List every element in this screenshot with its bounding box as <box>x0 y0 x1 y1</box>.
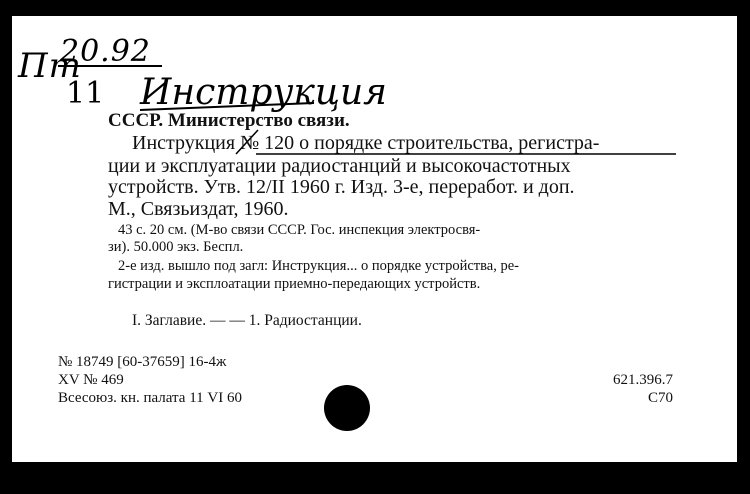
footer-left-2: XV № 469 <box>58 372 124 388</box>
author-mark: С70 <box>647 390 673 406</box>
handwritten-shelf-number: 20.92 <box>60 34 151 69</box>
title-line-2: ции и эксплуатации радиостанций и высокочастотных <box>108 155 571 177</box>
footer-left-1: № 18749 [60-37659] 16-4ж <box>58 354 227 370</box>
classification-number: 621.396.7 <box>613 372 673 388</box>
card-heading: СССР. Министерство связи. <box>108 110 350 131</box>
note-line-2: гистрации и эксплоатации приемно-передающих устройств. <box>108 276 481 292</box>
handwritten-prefix: Пт <box>18 46 82 86</box>
title-line-4: М., Связьиздат, 1960. <box>108 198 289 220</box>
handwritten-volume: 11 <box>66 76 105 111</box>
collation-line-1: 43 с. 20 см. (М-во связи СССР. Гос. инспекция электросвя- <box>118 222 481 238</box>
collation-line-2: зи). 50.000 экз. Беспл. <box>108 239 244 255</box>
title-line-3: устройств. Утв. 12/II 1960 г. Изд. 3-е, переработ. и доп. <box>108 176 575 198</box>
footer-left-3: Всесоюз. кн. палата 11 VI 60 <box>58 390 242 406</box>
subject-tracing: I. Заглавие. — — 1. Радиостанции. <box>132 312 362 329</box>
title-line-1: Инструкция № 120 о порядке строительства, регистра- <box>132 132 600 154</box>
card-punch-hole <box>324 385 370 431</box>
catalog-card <box>12 16 737 462</box>
handwritten-title-word: Инструкция <box>140 72 387 113</box>
note-line-1: 2-е изд. вышло под загл: Инструкция... о порядке устройства, ре- <box>118 258 519 274</box>
